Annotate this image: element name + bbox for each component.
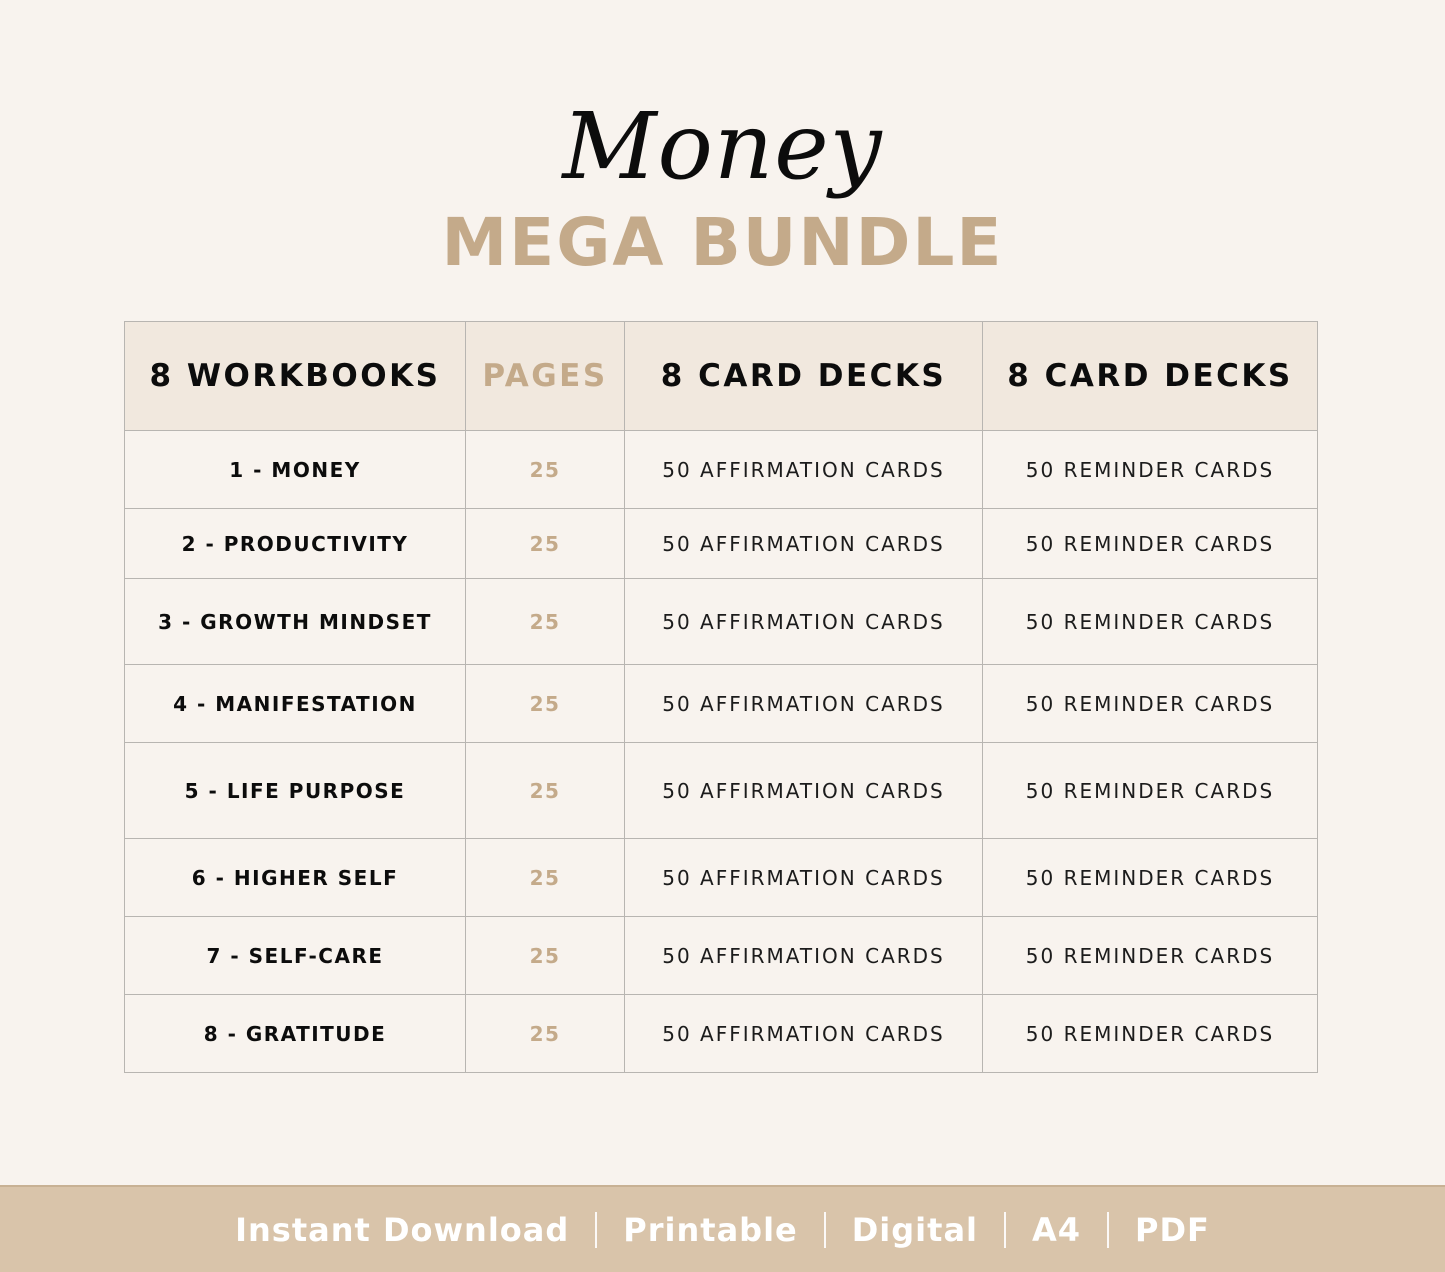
pages-cell: 25	[466, 917, 625, 995]
affirmation-cell: 50 AFFIRMATION CARDS	[625, 431, 983, 509]
pages-cell: 25	[466, 665, 625, 743]
affirmation-cell: 50 AFFIRMATION CARDS	[625, 743, 983, 839]
header-pages: PAGES	[466, 322, 625, 431]
bundle-table	[124, 321, 1318, 1073]
workbook-cell: 2 - PRODUCTIVITY	[125, 509, 466, 579]
table-row	[125, 579, 1318, 665]
affirmation-cell: 50 AFFIRMATION CARDS	[625, 665, 983, 743]
workbook-cell: 7 - SELF-CARE	[125, 917, 466, 995]
title-mega-bundle: MEGA BUNDLE	[441, 204, 1004, 281]
reminder-cell: 50 REMINDER CARDS	[983, 995, 1318, 1073]
pages-cell: 25	[466, 509, 625, 579]
workbook-cell: 6 - HIGHER SELF	[125, 839, 466, 917]
title-script: Money	[562, 93, 883, 200]
footer-digital: Digital	[851, 1210, 978, 1249]
reminder-cell: 50 REMINDER CARDS	[983, 579, 1318, 665]
header-workbooks: 8 WORKBOOKS	[125, 322, 466, 431]
footer-divider	[824, 1212, 826, 1248]
affirmation-cell: 50 AFFIRMATION CARDS	[625, 839, 983, 917]
reminder-cell: 50 REMINDER CARDS	[983, 743, 1318, 839]
workbook-cell: 5 - LIFE PURPOSE	[125, 743, 466, 839]
footer-divider	[595, 1212, 597, 1248]
table-row	[125, 509, 1318, 579]
footer-instant-download: Instant Download	[235, 1210, 570, 1249]
reminder-cell: 50 REMINDER CARDS	[983, 431, 1318, 509]
pages-cell: 25	[466, 995, 625, 1073]
reminder-cell: 50 REMINDER CARDS	[983, 509, 1318, 579]
table-row	[125, 917, 1318, 995]
workbook-cell: 8 - GRATITUDE	[125, 995, 466, 1073]
footer-divider	[1004, 1212, 1006, 1248]
reminder-cell: 50 REMINDER CARDS	[983, 665, 1318, 743]
pages-cell: 25	[466, 579, 625, 665]
affirmation-cell: 50 AFFIRMATION CARDS	[625, 579, 983, 665]
table-row	[125, 743, 1318, 839]
table-row	[125, 431, 1318, 509]
footer-printable: Printable	[623, 1210, 798, 1249]
affirmation-cell: 50 AFFIRMATION CARDS	[625, 995, 983, 1073]
table-header-row	[125, 322, 1318, 431]
pages-cell: 25	[466, 431, 625, 509]
footer-divider	[1107, 1212, 1109, 1248]
footer-bar	[0, 1185, 1445, 1272]
affirmation-cell: 50 AFFIRMATION CARDS	[625, 509, 983, 579]
workbook-cell: 3 - GROWTH MINDSET	[125, 579, 466, 665]
reminder-cell: 50 REMINDER CARDS	[983, 839, 1318, 917]
footer-a4: A4	[1032, 1210, 1082, 1249]
table-row	[125, 839, 1318, 917]
table-row	[125, 995, 1318, 1073]
workbook-cell: 1 - MONEY	[125, 431, 466, 509]
header-card-decks-2: 8 CARD DECKS	[983, 322, 1318, 431]
workbook-cell: 4 - MANIFESTATION	[125, 665, 466, 743]
header-card-decks-1: 8 CARD DECKS	[625, 322, 983, 431]
affirmation-cell: 50 AFFIRMATION CARDS	[625, 917, 983, 995]
pages-cell: 25	[466, 839, 625, 917]
pages-cell: 25	[466, 743, 625, 839]
reminder-cell: 50 REMINDER CARDS	[983, 917, 1318, 995]
footer-pdf: PDF	[1135, 1210, 1210, 1249]
table-row	[125, 665, 1318, 743]
